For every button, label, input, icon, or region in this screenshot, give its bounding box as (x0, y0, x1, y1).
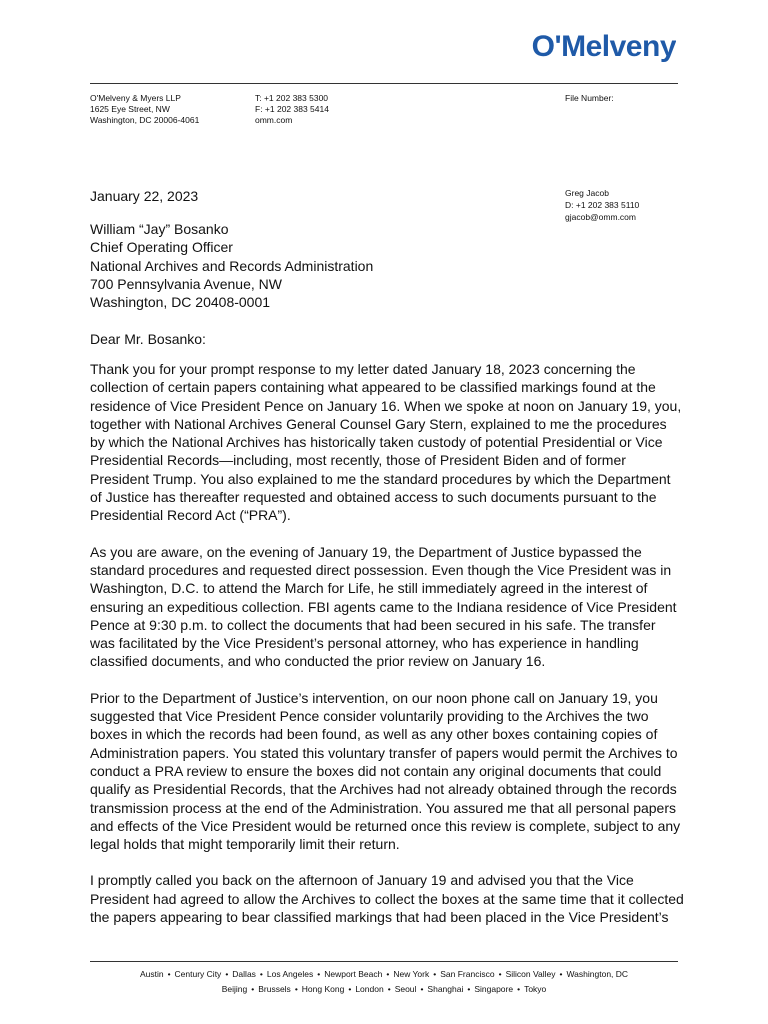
footer-office: Seoul (394, 984, 417, 994)
footer-separator: • (294, 984, 298, 994)
body-paragraph (90, 360, 690, 525)
footer-separator: • (420, 984, 424, 994)
footer-offices-row-2 (90, 984, 678, 995)
body-line: of Justice has thereafter requested and obtained access to such documents pursuant to the (90, 489, 657, 506)
footer-separator: • (517, 984, 521, 994)
footer-office: Silicon Valley (505, 969, 556, 979)
recipient-name: William “Jay” Bosanko (90, 221, 229, 237)
footer-separator: • (225, 969, 229, 979)
body-line: President Trump. You also explained to me the standard procedures by which the Department (90, 470, 671, 487)
body-line: transmission process at the end of the Administration. You assured me that all personal papers (90, 799, 677, 816)
body-line: Presidential Records—including, most recently, those of President Biden and of former (90, 452, 626, 469)
footer-separator: • (387, 984, 391, 994)
header-divider (90, 83, 678, 84)
body-line: President had agreed to allow the Archives to collect the boxes at the same time that it collected (90, 890, 684, 907)
body-line: and effects of the Vice President would be returned once this review is complete, subject to any (90, 817, 681, 834)
letter-date: January 22, 2023 (90, 188, 199, 204)
recipient-city: Washington, DC 20408-0001 (90, 294, 271, 311)
footer-offices-row-1 (90, 969, 678, 980)
body-paragraph (90, 689, 690, 854)
firm-phone: T: +1 202 383 5300 (255, 93, 329, 103)
sender-block (565, 187, 639, 223)
footer-office: Brussels (258, 984, 291, 994)
footer-office: New York (393, 969, 430, 979)
footer-office: Tokyo (524, 984, 547, 994)
body-line: collection of certain papers containing what appeared to be classified markings found at the (90, 379, 656, 396)
footer-separator: • (167, 969, 171, 979)
footer-office: San Francisco (440, 969, 495, 979)
body-line: Administration papers. You stated this voluntary transfer of papers would permit the Archives to (90, 744, 678, 761)
footer-office: Washington, DC (566, 969, 629, 979)
body-line: standard procedures and requested direct possession. Even though the Vice President was in (90, 561, 672, 578)
footer-divider (90, 961, 678, 962)
body-line: conduct a PRA review to ensure the boxes did not contain any original documents that could (90, 762, 662, 779)
body-line: legal holds that might temporarily limit their return. (90, 836, 400, 853)
body-line: Presidential Record Act (“PRA”). (90, 507, 291, 524)
firm-contact-block (255, 93, 329, 126)
firm-logo (532, 30, 676, 62)
footer-separator: • (386, 969, 390, 979)
firm-street: 1625 Eye Street, NW (90, 104, 170, 114)
footer-separator: • (559, 969, 563, 979)
footer-separator: • (317, 969, 321, 979)
body-line: I promptly called you back on the afternoon of January 19 and advised you that the Vice (90, 872, 634, 889)
firm-name: O'Melveny & Myers LLP (90, 93, 181, 103)
footer-office: London (355, 984, 384, 994)
firm-city: Washington, DC 20006-4061 (90, 115, 200, 125)
footer-office: Century City (174, 969, 222, 979)
body-line: classified documents, and who conducted the prior review on January 16. (90, 653, 546, 670)
sender-phone: D: +1 202 383 5110 (565, 200, 640, 210)
footer-separator: • (498, 969, 502, 979)
footer-office: Shanghai (427, 984, 464, 994)
body-line: Thank you for your prompt response to my letter dated January 18, 2023 concerning the (90, 361, 636, 377)
body-line: Prior to the Department of Justice’s intervention, on our noon phone call on January 19, you (90, 689, 658, 706)
firm-website: omm.com (255, 115, 293, 125)
body-line: Pence at 9:30 p.m. to collect the documents that had been secured in his safe. The transfer (90, 616, 656, 633)
footer-office: Beijing (221, 984, 248, 994)
firm-address-block (90, 93, 199, 126)
file-number (565, 93, 614, 104)
sender-name: Greg Jacob (565, 188, 609, 198)
body-line: the papers appearing to bear classified markings that had been placed in the Vice President’s (90, 909, 669, 926)
recipient-block (90, 220, 373, 311)
footer-office: Austin (139, 969, 164, 979)
recipient-organization: National Archives and Records Administration (90, 257, 374, 274)
footer-separator: • (348, 984, 352, 994)
footer-office: Hong Kong (301, 984, 345, 994)
body-paragraph (90, 543, 690, 671)
footer-separator: • (259, 969, 263, 979)
recipient-title: Chief Operating Officer (90, 239, 233, 256)
footer-separator: • (251, 984, 255, 994)
footer-office: Newport Beach (324, 969, 383, 979)
footer-office: Los Angeles (266, 969, 314, 979)
body-line: boxes in which the records had been found, as well as any other boxes containing copies of (90, 726, 658, 743)
footer-separator: • (467, 984, 471, 994)
footer-separator: • (433, 969, 437, 979)
salutation: Dear Mr. Bosanko: (90, 331, 206, 347)
body-line: by which the National Archives has historically taken custody of potential Presidential or Vice (90, 434, 663, 451)
body-line: Washington, D.C. to attend the March for Life, he still immediately agreed in the interest of (90, 580, 648, 597)
body-line: together with National Archives General Counsel Gary Stern, explained to me the procedures (90, 415, 667, 432)
letter-body (90, 360, 690, 944)
firm-logo-text: O'Melveny (531, 30, 676, 62)
body-line: was facilitated by the Vice President’s personal attorney, who has experience in handling (90, 635, 639, 652)
footer-office: Dallas (232, 969, 256, 979)
firm-fax: F: +1 202 383 5414 (255, 104, 329, 114)
recipient-street: 700 Pennsylvania Avenue, NW (90, 275, 282, 292)
body-line: suggested that Vice President Pence consider voluntarily providing to the Archives the two (90, 708, 649, 725)
file-number-label: File Number: (565, 93, 614, 103)
body-line: As you are aware, on the evening of January 19, the Department of Justice bypassed the (90, 543, 642, 560)
body-line: residence of Vice President Pence on January 16. When we spoke at noon on January 19, you, (90, 397, 682, 414)
body-line: qualify as Presidential Records, that the Archives had not already obtained through the records (90, 781, 677, 798)
body-paragraph (90, 871, 690, 926)
footer-office: Singapore (474, 984, 514, 994)
sender-email: gjacob@omm.com (565, 212, 636, 222)
body-line: ensuring an expeditious collection. FBI agents came to the Indiana residence of Vice President (90, 598, 677, 615)
